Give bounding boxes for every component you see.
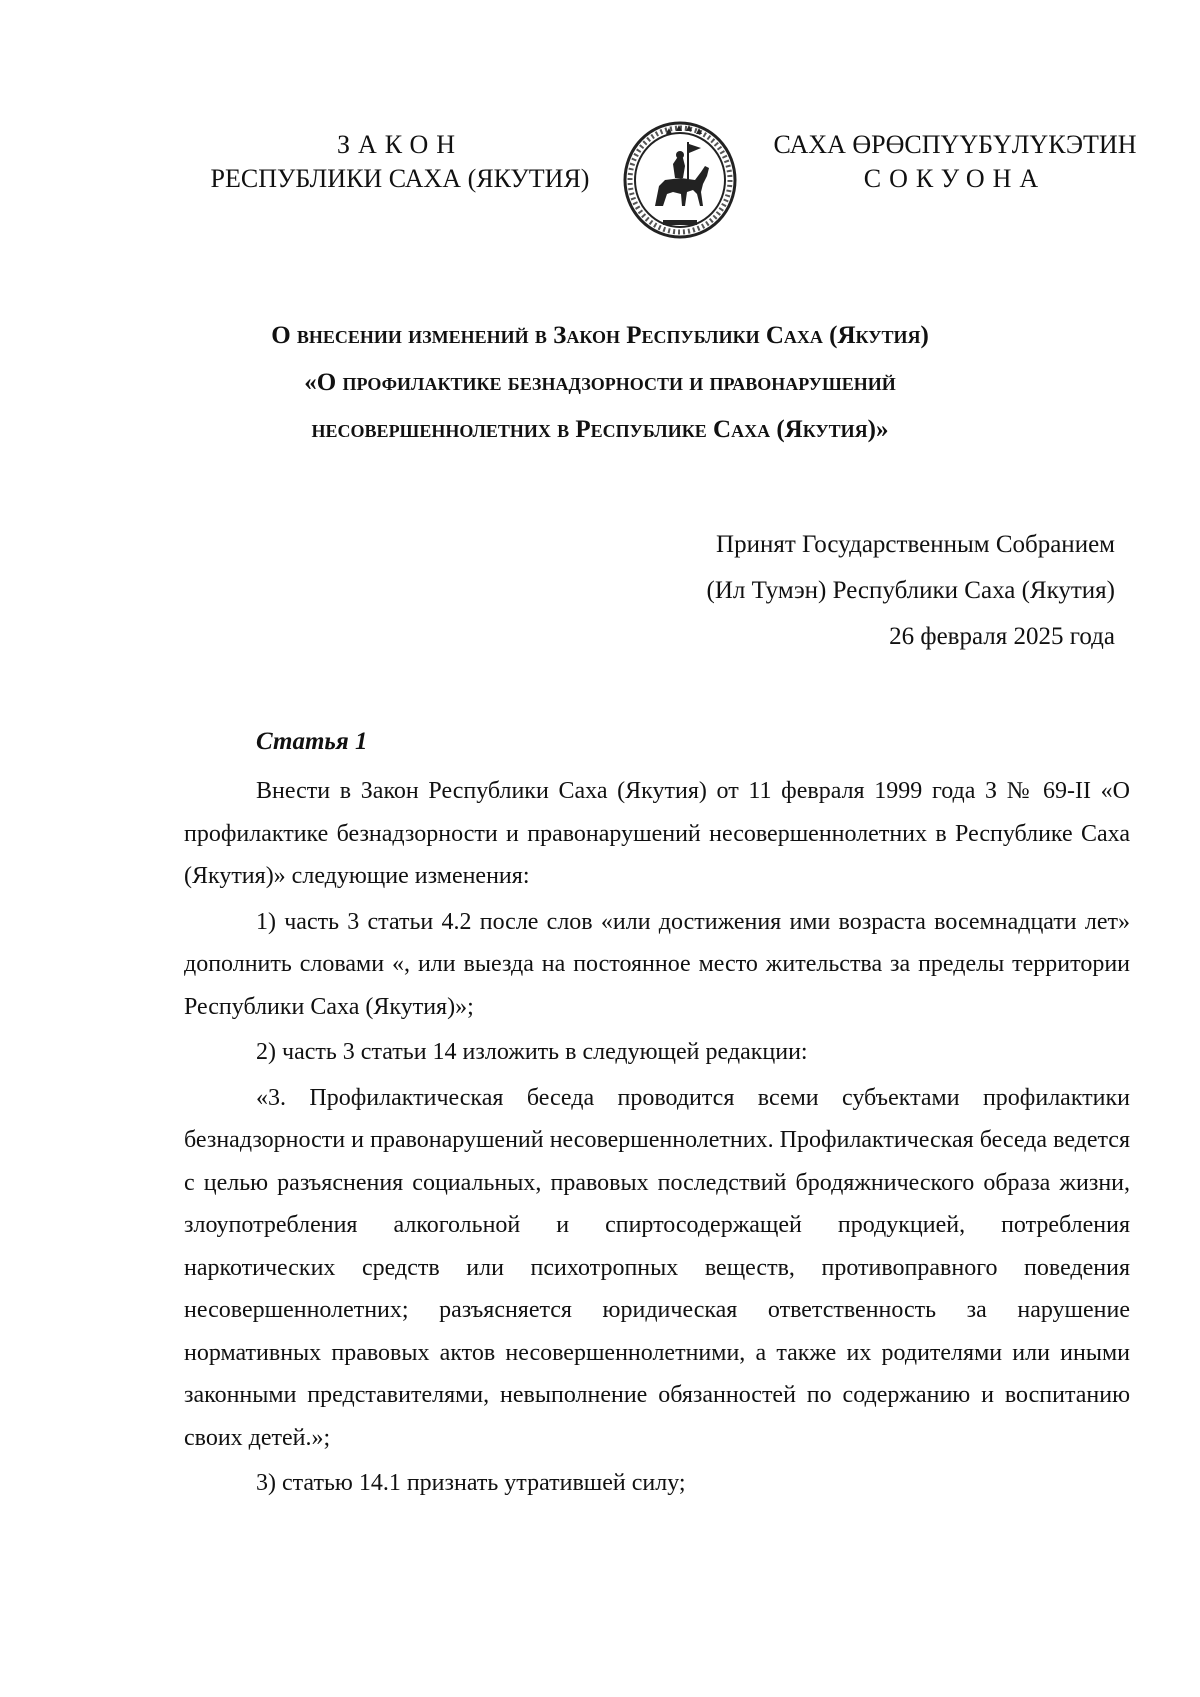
paragraph: Внести в Закон Республики Саха (Якутия) от 11 февраля 1999 года З № 69-II «О профилактике безнадзорности и правонарушений несовершеннолетних в Республике Саха (Якутия)» следующие изменения: [184,778,1130,889]
paragraph: 2) часть 3 статьи 14 изложить в следующей редакции: [256,1039,808,1065]
title-line-3: несовершеннолетних в Республике Саха (Якутия)» [311,416,889,443]
header-republic-name: РЕСПУБЛИКИ САХА (ЯКУТИЯ) [210,164,590,193]
header-law-word: ЗАКОН [336,130,464,159]
header-russian [190,128,610,196]
article-heading: Статья 1 [256,728,368,755]
adoption-date: 26 февраля 2025 года [889,623,1115,650]
title-line-1: О внесении изменений в Закон Республики Саха (Якутия) [271,322,929,349]
paragraph: «3. Профилактическая беседа проводится всеми субъектами профилактики безнадзорности и правонарушений несовершеннолетних. Профилактическая беседа ведется с целью разъяснения социальных, правовых последствий бродяжнического образа жизни, злоупотребления алкогольной и спиртосодержащей продукцией, потребления наркотических средств или психотропных веществ, противоправного поведения несовершеннолетних; разъясняется юридическая ответственность за нарушение нормативных правовых актов несовершеннолетними, а также их родителями или иными законными представителями, невыполнение обязанностей по содержанию и воспитанию своих детей.»; [184,1084,1130,1451]
adoption-block [555,522,1115,660]
article-body [184,770,1130,1505]
header-republic-name-yakut: САХА ӨРӨСПҮҮБҮЛҮКЭТИН [773,130,1137,159]
adoption-line-2: (Ил Тумэн) Республики Саха (Якутия) [706,577,1115,604]
title-line-2: «О профилактике безнадзорности и правонарушений [304,369,896,396]
coat-of-arms-emblem-icon [621,120,739,240]
document-title [150,312,1050,453]
header-yakut [770,128,1140,196]
paragraph: 1) часть 3 статьи 4.2 после слов «или достижения ими возраста восемнадцати лет» дополнить словами «, или выезда на постоянное место жительства за пределы территории Республики Саха (Якутия)»; [184,908,1130,1020]
paragraph: 3) статью 14.1 признать утратившей силу; [256,1470,686,1496]
adoption-line-1: Принят Государственным Собранием [716,531,1115,558]
header-law-word-yakut: СОКУОНА [863,164,1047,193]
